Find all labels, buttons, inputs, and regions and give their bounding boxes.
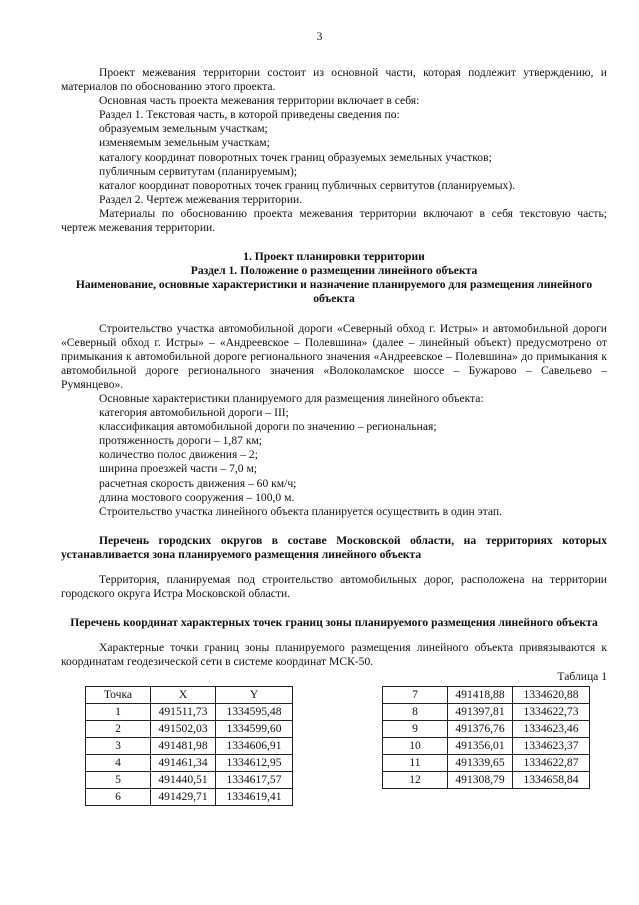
intro-list-item: публичным сервитутам (планируемым);: [99, 164, 298, 178]
page-number: 3: [316, 30, 323, 43]
characteristics-intro: Основные характеристики планируемого для размещения линейного объекта:: [99, 391, 484, 405]
section-heading: Раздел 1. Положение о размещении линейного объекта: [190, 264, 478, 278]
characteristics-list: [61, 406, 607, 505]
table-row: [86, 771, 293, 788]
point-number: 10: [383, 737, 448, 754]
intro-list-item: образуемым земельным участкам;: [99, 122, 268, 136]
characteristic-item: протяженность дороги – 1,87 км;: [99, 434, 263, 448]
characteristic-item: длина мостового сооружения – 100,0 м.: [99, 490, 295, 504]
intro-paragraph: Проект межевания территории состоит из основной части, которая подлежит утверждению, и материалов по обоснованию этого проекта.: [61, 66, 607, 94]
coordinates-table-right: [382, 686, 590, 789]
y-coordinate: 1334658,84: [513, 771, 590, 788]
intro-paragraph: Раздел 2. Чертеж межевания территории.: [99, 192, 303, 206]
table-row: [383, 754, 590, 771]
characteristic-item: расчетная скорость движения – 60 км/ч;: [99, 476, 297, 490]
description-paragraph: Строительство участка автомобильной дороги «Северный обход г. Истры» и автомобильной дороги «Северный обход г. Истры» – «Андреевское – Полевшина» (далее – линейный объект) предусмотрено от примыкания к автомобильной дороге регионального значения «Андреевское – Полевшина» до примыкания к автомобильной дороге регионального значения «Волоколамское шоссе – Бужарово – Савельево – Румянцево».: [61, 321, 607, 391]
x-coordinate: 491397,81: [448, 703, 513, 720]
point-number: 4: [86, 754, 151, 771]
y-coordinate: 1334619,41: [216, 788, 293, 805]
intro-paragraph: Основная часть проекта межевания территории включает в себя:: [99, 94, 420, 108]
section-heading: 1. Проект планировки территории: [243, 250, 425, 264]
point-number: 5: [86, 771, 151, 788]
section-heading: Наименование, основные характеристики и назначение планируемого для размещения линейного объекта: [75, 278, 593, 306]
column-header-x: X: [151, 686, 216, 703]
table-row: [383, 720, 590, 737]
table-row: [86, 720, 293, 737]
y-coordinate: 1334606,91: [216, 737, 293, 754]
section-heading: Перечень координат характерных точек границ зоны планируемого размещения линейного объекта: [70, 616, 598, 630]
column-header-point: Точка: [86, 686, 151, 703]
point-number: 1: [86, 703, 151, 720]
y-coordinate: 1334623,46: [513, 720, 590, 737]
x-coordinate: 491418,88: [448, 686, 513, 703]
table-row: [86, 737, 293, 754]
point-number: 12: [383, 771, 448, 788]
y-coordinate: 1334612,95: [216, 754, 293, 771]
x-coordinate: 491511,73: [151, 703, 216, 720]
point-number: 2: [86, 720, 151, 737]
point-number: 3: [86, 737, 151, 754]
y-coordinate: 1334623,37: [513, 737, 590, 754]
y-coordinate: 1334622,87: [513, 754, 590, 771]
intro-list-item: каталог координат поворотных точек границ публичных сервитутов (планируемых).: [99, 178, 516, 192]
y-coordinate: 1334622,73: [513, 703, 590, 720]
intro-paragraph: Материалы по обоснованию проекта межевания территории включают в себя текстовую часть; чертеж межевания территории.: [61, 206, 607, 235]
x-coordinate: 491308,79: [448, 771, 513, 788]
intro-list-item: каталогу координат поворотных точек границ образуемых земельных участков;: [99, 150, 492, 164]
section-heading: Перечень городских округов в составе Московской области, на территориях которых устанавливается зона планируемого размещения линейного объекта: [61, 533, 607, 561]
table-row: [86, 788, 293, 805]
table-caption: Таблица 1: [557, 670, 607, 684]
coordinates-tables: [61, 686, 607, 816]
y-coordinate: 1334617,57: [216, 771, 293, 788]
characteristic-item: ширина проезжей части – 7,0 м;: [99, 462, 258, 476]
x-coordinate: 491356,01: [448, 737, 513, 754]
point-number: 7: [383, 686, 448, 703]
table-row: [383, 737, 590, 754]
intro-paragraph: Раздел 1. Текстовая часть, в которой приведены сведения по:: [99, 108, 400, 122]
stage-paragraph: Строительство участка линейного объекта планируется осуществить в один этап.: [99, 504, 502, 518]
point-number: 11: [383, 754, 448, 771]
x-coordinate: 491429,71: [151, 788, 216, 805]
table-row: [86, 703, 293, 720]
table-row: [86, 754, 293, 771]
x-coordinate: 491376,76: [448, 720, 513, 737]
y-coordinate: 1334599,60: [216, 720, 293, 737]
coordinates-table-left: [85, 686, 293, 806]
characteristic-item: количество полос движения – 2;: [99, 448, 258, 462]
y-coordinate: 1334595,48: [216, 703, 293, 720]
x-coordinate: 491502,03: [151, 720, 216, 737]
table-header-row: [86, 686, 293, 703]
characteristic-item: классификация автомобильной дороги по значению – региональная;: [99, 420, 437, 434]
coordinates-paragraph: Характерные точки границ зоны планируемого размещения линейного объекта привязываются к координатам геодезической сети в системе координат МСК-50.: [61, 641, 607, 669]
point-number: 8: [383, 703, 448, 720]
table-row: [383, 686, 590, 703]
point-number: 9: [383, 720, 448, 737]
x-coordinate: 491481,98: [151, 737, 216, 754]
territory-paragraph: Территория, планируемая под строительство автомобильных дорог, расположена на территории городского округа Истра Московской области.: [61, 573, 607, 601]
point-number: 6: [86, 788, 151, 805]
x-coordinate: 491440,51: [151, 771, 216, 788]
x-coordinate: 491339,65: [448, 754, 513, 771]
table-row: [383, 771, 590, 788]
x-coordinate: 491461,34: [151, 754, 216, 771]
intro-list-item: изменяемым земельным участкам;: [99, 136, 270, 150]
column-header-y: Y: [216, 686, 293, 703]
table-row: [383, 703, 590, 720]
characteristic-item: категория автомобильной дороги – III;: [99, 406, 289, 420]
y-coordinate: 1334620,88: [513, 686, 590, 703]
document-body: [61, 66, 607, 816]
